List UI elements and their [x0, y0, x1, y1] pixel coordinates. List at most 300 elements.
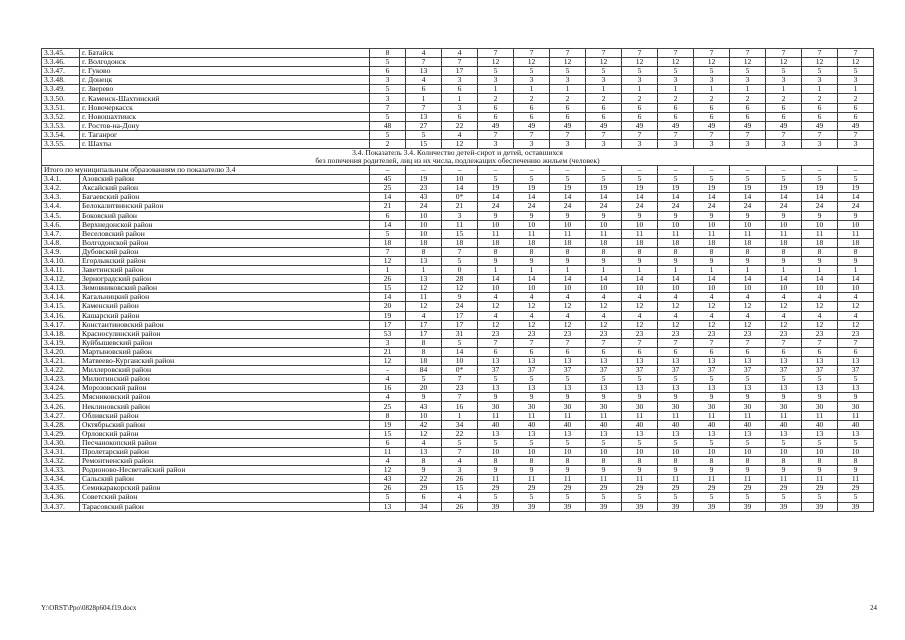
row-value: 14: [694, 275, 730, 284]
row-value: 49: [478, 121, 514, 130]
table-row: [42, 175, 874, 184]
row-code: 3.3.45.: [42, 49, 80, 58]
row-value: 2: [730, 94, 766, 103]
row-value: 20: [370, 302, 406, 311]
row-value: 5: [766, 67, 802, 76]
row-value: 7: [550, 338, 586, 347]
row-value: 5: [586, 493, 622, 502]
row-value: 5: [370, 85, 406, 94]
row-value: 11: [550, 475, 586, 484]
row-code: 3.4.32.: [42, 457, 80, 466]
row-value: 13: [406, 112, 442, 121]
row-value: 11: [694, 475, 730, 484]
row-value: 7: [442, 247, 478, 256]
row-value: 12: [694, 58, 730, 67]
row-code: 3.3.47.: [42, 67, 80, 76]
row-value: 13: [586, 429, 622, 438]
row-value: 6: [694, 347, 730, 356]
table-row: [42, 139, 874, 148]
table-row: [42, 384, 874, 393]
row-value: 30: [622, 402, 658, 411]
row-name: Матвеево-Курганский район: [80, 357, 370, 366]
row-value: 30: [766, 402, 802, 411]
row-value: 5: [838, 493, 874, 502]
row-value: 49: [550, 121, 586, 130]
row-value: 10: [550, 284, 586, 293]
row-value: 12: [838, 320, 874, 329]
row-value: 10: [766, 220, 802, 229]
row-value: 10: [838, 447, 874, 456]
row-code: 3.4.15.: [42, 302, 80, 311]
table-row: [42, 484, 874, 493]
row-value: 4: [442, 130, 478, 139]
row-value: 5: [730, 175, 766, 184]
table-row: [42, 229, 874, 238]
row-value: 8: [406, 347, 442, 356]
row-value: 40: [658, 420, 694, 429]
row-value: 11: [622, 475, 658, 484]
row-value: 40: [514, 420, 550, 429]
row-value: 3: [586, 76, 622, 85]
table-row: [42, 130, 874, 139]
row-code: 3.3.54.: [42, 130, 80, 139]
row-value: 15: [406, 139, 442, 148]
row-value: 10: [802, 284, 838, 293]
row-name: Орловский район: [80, 429, 370, 438]
row-value: 24: [622, 202, 658, 211]
row-code: 3.4.3.: [42, 193, 80, 202]
row-value: 19: [622, 184, 658, 193]
row-value: 14: [730, 275, 766, 284]
row-name: г. Волгодонск: [80, 58, 370, 67]
row-value: 11: [838, 475, 874, 484]
table-row: [42, 256, 874, 265]
row-value: 10: [730, 220, 766, 229]
row-value: 10: [514, 220, 550, 229]
total-value: –: [514, 166, 550, 175]
row-value: 23: [622, 329, 658, 338]
row-value: 3: [442, 211, 478, 220]
row-value: 5: [802, 493, 838, 502]
row-value: 13: [766, 384, 802, 393]
page-number: 24: [870, 604, 877, 612]
row-value: 9: [442, 293, 478, 302]
row-value: 8: [514, 457, 550, 466]
row-value: 10: [802, 447, 838, 456]
row-value: 29: [730, 484, 766, 493]
row-value: 5: [370, 229, 406, 238]
row-value: 23: [730, 329, 766, 338]
row-value: 12: [586, 302, 622, 311]
row-value: 9: [838, 466, 874, 475]
row-value: 19: [694, 184, 730, 193]
row-value: 49: [730, 121, 766, 130]
row-value: 12: [406, 302, 442, 311]
table-row: [42, 338, 874, 347]
row-value: 6: [586, 112, 622, 121]
row-value: 29: [550, 484, 586, 493]
row-value: 37: [658, 366, 694, 375]
table-row: [42, 366, 874, 375]
row-code: 3.4.33.: [42, 466, 80, 475]
row-code: 3.4.12.: [42, 275, 80, 284]
row-value: 5: [370, 58, 406, 67]
row-value: 7: [730, 338, 766, 347]
row-value: 40: [622, 420, 658, 429]
row-value: 9: [658, 256, 694, 265]
row-value: 22: [406, 475, 442, 484]
row-value: 14: [442, 184, 478, 193]
row-value: 30: [694, 402, 730, 411]
row-value: 4: [442, 49, 478, 58]
row-value: 5: [802, 67, 838, 76]
row-value: 10: [478, 284, 514, 293]
row-value: 23: [802, 329, 838, 338]
row-value: 5: [658, 438, 694, 447]
row-value: 18: [550, 238, 586, 247]
row-value: 5: [478, 438, 514, 447]
row-value: 3: [478, 139, 514, 148]
row-value: 3: [622, 139, 658, 148]
row-code: 3.4.11.: [42, 266, 80, 275]
row-code: 3.4.2.: [42, 184, 80, 193]
row-value: 10: [730, 447, 766, 456]
row-value: 10: [586, 447, 622, 456]
row-value: 17: [406, 320, 442, 329]
row-value: 0*: [442, 193, 478, 202]
row-value: 24: [730, 202, 766, 211]
row-value: 14: [370, 220, 406, 229]
row-value: 40: [550, 420, 586, 429]
row-value: 8: [550, 457, 586, 466]
row-value: 6: [406, 493, 442, 502]
row-code: 3.4.29.: [42, 429, 80, 438]
row-value: 8: [658, 457, 694, 466]
table-row: [42, 375, 874, 384]
row-value: 10: [622, 220, 658, 229]
row-code: 3.4.19.: [42, 338, 80, 347]
row-value: 19: [514, 184, 550, 193]
row-value: 7: [586, 130, 622, 139]
row-value: 9: [478, 211, 514, 220]
row-value: 12: [622, 320, 658, 329]
row-name: г. Зверево: [80, 85, 370, 94]
row-value: 9: [802, 211, 838, 220]
row-value: 39: [766, 502, 802, 511]
row-value: 8: [370, 49, 406, 58]
row-value: 6: [730, 347, 766, 356]
total-value: –: [370, 166, 406, 175]
row-value: 13: [406, 256, 442, 265]
row-code: 3.3.53.: [42, 121, 80, 130]
row-value: 1: [370, 266, 406, 275]
row-value: 24: [802, 202, 838, 211]
row-value: 7: [838, 49, 874, 58]
row-value: 8: [802, 247, 838, 256]
row-value: 9: [478, 466, 514, 475]
table-row: [42, 76, 874, 85]
row-value: 24: [514, 202, 550, 211]
row-value: 12: [586, 320, 622, 329]
row-code: 3.3.50.: [42, 94, 80, 103]
table-row: [42, 58, 874, 67]
row-value: 21: [370, 202, 406, 211]
row-value: 29: [658, 484, 694, 493]
row-value: 7: [658, 338, 694, 347]
row-value: 10: [730, 284, 766, 293]
row-value: 14: [478, 275, 514, 284]
row-value: 14: [622, 275, 658, 284]
row-value: 13: [766, 357, 802, 366]
row-value: 11: [622, 229, 658, 238]
row-value: 4: [370, 457, 406, 466]
row-value: 49: [766, 121, 802, 130]
row-code: 3.4.35.: [42, 484, 80, 493]
row-value: 5: [730, 493, 766, 502]
row-value: 9: [730, 466, 766, 475]
row-name: г. Каменск-Шахтинский: [80, 94, 370, 103]
row-value: 11: [730, 411, 766, 420]
row-value: 6: [694, 103, 730, 112]
row-value: 18: [514, 238, 550, 247]
row-name: Мартыновский район: [80, 347, 370, 356]
row-value: 5: [370, 130, 406, 139]
row-value: 18: [442, 238, 478, 247]
table-row: [42, 393, 874, 402]
row-value: 10: [658, 284, 694, 293]
row-value: 24: [406, 202, 442, 211]
row-value: 7: [370, 247, 406, 256]
row-value: 3: [586, 139, 622, 148]
table-row: [42, 466, 874, 475]
row-value: 5: [586, 438, 622, 447]
row-value: 14: [766, 193, 802, 202]
row-value: 7: [766, 338, 802, 347]
row-code: 3.4.22.: [42, 366, 80, 375]
row-value: 7: [442, 58, 478, 67]
row-value: 1: [730, 85, 766, 94]
row-value: 3: [370, 76, 406, 85]
row-value: 5: [838, 67, 874, 76]
row-value: 12: [694, 320, 730, 329]
row-value: 3: [730, 139, 766, 148]
row-value: 6: [586, 103, 622, 112]
row-value: 12: [370, 256, 406, 265]
row-value: 12: [406, 284, 442, 293]
row-value: 6: [514, 103, 550, 112]
row-name: г. Батайск: [80, 49, 370, 58]
total-value: –: [694, 166, 730, 175]
row-name: г. Новошахтинск: [80, 112, 370, 121]
row-value: 40: [586, 420, 622, 429]
row-value: 20: [406, 384, 442, 393]
row-value: 10: [550, 447, 586, 456]
row-value: 29: [802, 484, 838, 493]
row-value: 9: [694, 393, 730, 402]
row-value: 10: [442, 357, 478, 366]
row-value: 11: [514, 475, 550, 484]
row-value: 6: [730, 112, 766, 121]
row-value: 9: [658, 211, 694, 220]
row-value: 13: [514, 384, 550, 393]
row-value: 5: [514, 493, 550, 502]
row-value: 15: [370, 284, 406, 293]
row-value: 10: [802, 220, 838, 229]
row-value: 11: [514, 229, 550, 238]
total-value: –: [586, 166, 622, 175]
row-value: 4: [694, 311, 730, 320]
row-value: 39: [802, 502, 838, 511]
row-name: Заветинский район: [80, 266, 370, 275]
row-value: 5: [730, 438, 766, 447]
row-name: Аксайский район: [80, 184, 370, 193]
row-value: 4: [622, 311, 658, 320]
row-value: 11: [658, 229, 694, 238]
row-value: 7: [514, 49, 550, 58]
row-value: 6: [478, 112, 514, 121]
row-value: 14: [586, 275, 622, 284]
row-value: 5: [622, 493, 658, 502]
row-value: 39: [658, 502, 694, 511]
row-value: 3: [802, 76, 838, 85]
row-value: 6: [514, 347, 550, 356]
row-value: 5: [406, 375, 442, 384]
table-row: [42, 429, 874, 438]
row-value: 5: [550, 175, 586, 184]
row-value: 40: [730, 420, 766, 429]
row-value: 3: [658, 76, 694, 85]
row-value: 13: [730, 429, 766, 438]
row-value: 24: [550, 202, 586, 211]
row-value: 11: [802, 411, 838, 420]
row-value: 1: [586, 266, 622, 275]
row-value: 9: [622, 466, 658, 475]
row-value: 30: [658, 402, 694, 411]
row-name: Волгодонской район: [80, 238, 370, 247]
row-value: 5: [766, 438, 802, 447]
row-value: 9: [802, 256, 838, 265]
row-value: 10: [514, 284, 550, 293]
row-value: 8: [406, 457, 442, 466]
row-value: 23: [586, 329, 622, 338]
table-row: [42, 67, 874, 76]
row-value: 4: [370, 375, 406, 384]
row-value: 26: [370, 275, 406, 284]
row-value: 30: [514, 402, 550, 411]
row-name: Боковский район: [80, 211, 370, 220]
row-value: 4: [406, 438, 442, 447]
row-code: 3.3.48.: [42, 76, 80, 85]
row-value: 10: [550, 220, 586, 229]
row-value: 1: [514, 85, 550, 94]
row-value: 12: [730, 320, 766, 329]
row-value: 1: [802, 266, 838, 275]
row-value: 34: [442, 420, 478, 429]
row-value: 21: [370, 347, 406, 356]
row-value: 2: [478, 94, 514, 103]
row-value: 30: [586, 402, 622, 411]
row-value: 4: [802, 293, 838, 302]
row-value: 7: [838, 130, 874, 139]
row-value: 40: [478, 420, 514, 429]
row-value: 18: [406, 238, 442, 247]
row-value: 24: [838, 202, 874, 211]
row-value: 24: [586, 202, 622, 211]
row-value: 5: [586, 175, 622, 184]
row-name: Песчанокопский район: [80, 438, 370, 447]
row-value: 12: [586, 58, 622, 67]
row-value: 14: [766, 275, 802, 284]
row-value: 5: [622, 175, 658, 184]
row-value: 12: [730, 302, 766, 311]
row-code: 3.3.55.: [42, 139, 80, 148]
row-value: 18: [694, 238, 730, 247]
row-value: 8: [658, 247, 694, 256]
row-value: 9: [766, 256, 802, 265]
row-value: 26: [370, 484, 406, 493]
row-value: 13: [694, 429, 730, 438]
row-value: 12: [406, 429, 442, 438]
row-value: 49: [622, 121, 658, 130]
row-value: 4: [802, 311, 838, 320]
row-value: 13: [514, 429, 550, 438]
row-value: 2: [550, 94, 586, 103]
row-value: 9: [406, 466, 442, 475]
row-value: 43: [406, 193, 442, 202]
row-value: 8: [622, 457, 658, 466]
row-code: 3.4.30.: [42, 438, 80, 447]
row-value: 7: [658, 49, 694, 58]
row-value: 2: [622, 94, 658, 103]
table-row: [42, 112, 874, 121]
row-code: 3.4.7.: [42, 229, 80, 238]
row-value: -: [370, 366, 406, 375]
row-value: 11: [730, 475, 766, 484]
row-value: 3: [442, 103, 478, 112]
row-value: 12: [442, 284, 478, 293]
row-value: 10: [478, 447, 514, 456]
row-value: 13: [802, 429, 838, 438]
row-value: 11: [550, 411, 586, 420]
row-value: 5: [802, 438, 838, 447]
table-row: [42, 493, 874, 502]
row-value: 13: [550, 357, 586, 366]
row-value: 13: [658, 429, 694, 438]
section-caption: [42, 149, 874, 166]
row-value: 13: [838, 429, 874, 438]
row-value: 18: [802, 238, 838, 247]
total-value: –: [442, 166, 478, 175]
row-value: 14: [370, 293, 406, 302]
row-value: 4: [550, 293, 586, 302]
table-row: [42, 266, 874, 275]
row-value: 11: [586, 229, 622, 238]
row-value: 6: [838, 112, 874, 121]
row-value: 19: [586, 184, 622, 193]
row-value: 8: [586, 247, 622, 256]
row-name: Тарасовский район: [80, 502, 370, 511]
row-code: 3.4.5.: [42, 211, 80, 220]
row-value: 1: [658, 85, 694, 94]
row-value: 3: [622, 76, 658, 85]
row-value: 31: [442, 329, 478, 338]
row-value: 8: [766, 247, 802, 256]
row-value: 2: [658, 94, 694, 103]
row-value: 48: [370, 121, 406, 130]
row-value: 10: [586, 284, 622, 293]
row-value: 6: [370, 211, 406, 220]
row-value: 3: [766, 139, 802, 148]
